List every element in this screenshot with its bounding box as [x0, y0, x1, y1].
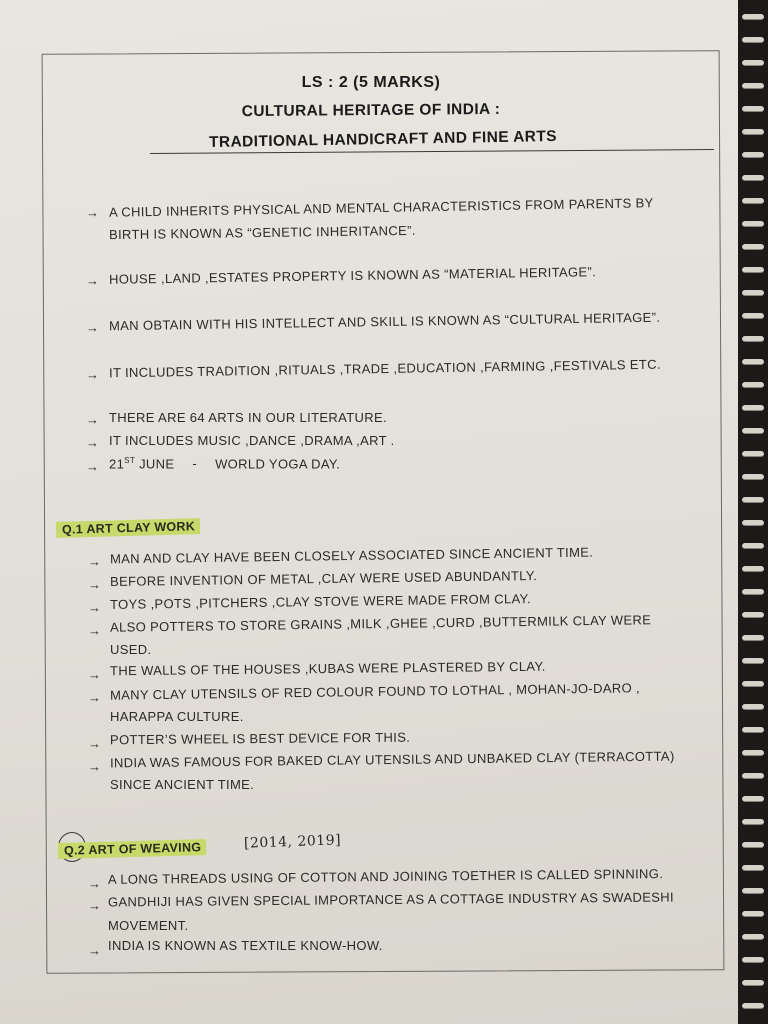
spiral-coil — [742, 957, 764, 963]
q1-line: MANY CLAY UTENSILS OF RED COLOUR FOUND TO LOTHAL , MOHAN-JO-DARO , — [109, 680, 641, 703]
q1-line: TOYS ,POTS ,PITCHERS ,CLAY STOVE WERE MADE FROM CLAY. — [109, 591, 532, 612]
bullet-arrow: → — [86, 459, 99, 474]
spiral-coil — [742, 589, 764, 595]
bullet-arrow: → — [86, 367, 99, 382]
spiral-coil — [742, 313, 764, 319]
spiral-coil — [742, 750, 764, 756]
spiral-coil — [742, 842, 764, 848]
spiral-coil — [742, 980, 764, 986]
spiral-coil — [742, 267, 764, 273]
q1-line: MAN AND CLAY HAVE BEEN CLOSELY ASSOCIATED SINCE ANCIENT TIME. — [109, 544, 594, 567]
spiral-coil — [742, 405, 764, 411]
spiral-coil — [742, 566, 764, 572]
intro-line: IT INCLUDES TRADITION ,RITUALS ,TRADE ,EDUCATION ,FARMING ,FESTIVALS ETC. — [108, 356, 661, 381]
spiral-coil — [742, 865, 764, 871]
spiral-coil — [742, 451, 764, 457]
yoga-day-event: WORLD YOGA DAY. — [215, 456, 341, 472]
spiral-coil — [742, 382, 764, 388]
spiral-coil — [742, 244, 764, 250]
intro-line: MAN OBTAIN WITH HIS INTELLECT AND SKILL IS KNOWN AS “CULTURAL HERITAGE”. — [108, 309, 661, 334]
spiral-coil — [742, 290, 764, 296]
q1-line: ALSO POTTERS TO STORE GRAINS ,MILK ,GHEE ,CURD ,BUTTERMILK CLAY WERE — [109, 612, 652, 635]
spiral-coil — [742, 359, 764, 365]
q1-line: POTTER’S WHEEL IS BEST DEVICE FOR THIS. — [109, 729, 411, 748]
spiral-coil — [742, 221, 764, 227]
spiral-coil — [742, 911, 764, 917]
bullet-arrow: → — [88, 690, 101, 705]
spiral-coil — [742, 681, 764, 687]
page-border — [42, 50, 725, 974]
spiral-coil — [742, 543, 764, 549]
spiral-coil — [742, 888, 764, 894]
q2-line: GANDHIJI HAS GIVEN SPECIAL IMPORTANCE AS A COTTAGE INDUSTRY AS SWADESHI — [107, 889, 674, 910]
yoga-day-suffix: ST — [124, 456, 136, 465]
spiral-coil — [742, 704, 764, 710]
bullet-arrow: → — [88, 943, 101, 958]
q1-line: THE WALLS OF THE HOUSES ,KUBAS WERE PLASTERED BY CLAY. — [109, 658, 546, 679]
spiral-coil — [742, 474, 764, 480]
q2-line: INDIA IS KNOWN AS TEXTILE KNOW-HOW. — [108, 938, 383, 953]
spiral-binding — [738, 0, 768, 1024]
q2-line: A LONG THREADS USING OF COTTON AND JOINING TOETHER IS CALLED SPINNING. — [107, 866, 664, 887]
yoga-day-month: JUNE — [139, 456, 175, 472]
q1-line: SINCE ANCIENT TIME. — [110, 777, 255, 792]
intro-line: BIRTH IS KNOWN AS “GENETIC INHERITANCE”. — [108, 222, 416, 243]
bullet-arrow: → — [88, 554, 101, 569]
spiral-coil — [742, 612, 764, 618]
spiral-coil — [742, 106, 764, 112]
spiral-coil — [742, 727, 764, 733]
spiral-coil — [742, 336, 764, 342]
spiral-coil — [742, 520, 764, 526]
yoga-day-line — [109, 456, 340, 471]
spiral-coil — [742, 14, 764, 20]
bullet-arrow: → — [88, 876, 101, 891]
spiral-coil — [742, 198, 764, 204]
yoga-day-separator: - — [192, 456, 198, 472]
spiral-coil — [742, 934, 764, 940]
bullet-arrow: → — [88, 898, 101, 913]
chapter-subtitle: TRADITIONAL HANDICRAFT AND FINE ARTS — [208, 127, 558, 152]
q1-line: BEFORE INVENTION OF METAL ,CLAY WERE USED ABUNDANTLY. — [109, 568, 538, 589]
spiral-coil — [742, 1003, 764, 1009]
spiral-coil — [742, 658, 764, 664]
q2-heading: Q.2 ART OF WEAVING — [58, 839, 207, 859]
bullet-arrow: → — [86, 412, 99, 427]
spiral-coil — [742, 83, 764, 89]
q2-exam-years: [2014, 2019] — [243, 832, 342, 852]
q1-line: INDIA WAS FAMOUS FOR BAKED CLAY UTENSILS AND UNBAKED CLAY (TERRACOTTA) — [109, 748, 675, 771]
yoga-day-number: 21 — [109, 456, 125, 472]
spiral-coil — [742, 635, 764, 641]
bullet-arrow: → — [86, 320, 99, 335]
chapter-title: CULTURAL HERITAGE OF INDIA : — [241, 100, 501, 121]
spiral-coil — [742, 175, 764, 181]
spiral-coil — [742, 129, 764, 135]
bullet-arrow: → — [88, 623, 101, 638]
spiral-coil — [742, 152, 764, 158]
spiral-coil — [742, 773, 764, 779]
q1-heading: Q.1 ART CLAY WORK — [56, 518, 200, 538]
intro-line: IT INCLUDES MUSIC ,DANCE ,DRAMA ,ART . — [109, 433, 395, 448]
intro-line: THERE ARE 64 ARTS IN OUR LITERATURE. — [109, 410, 387, 425]
bullet-arrow: → — [86, 435, 99, 450]
q1-line: HARAPPA CULTURE. — [110, 709, 244, 724]
bullet-arrow: → — [88, 577, 101, 592]
intro-line: HOUSE ,LAND ,ESTATES PROPERTY IS KNOWN AS “MATERIAL HERITAGE”. — [108, 264, 597, 287]
lesson-number: LS : 2 (5 MARKS) — [301, 74, 441, 91]
q1-line: USED. — [110, 642, 152, 657]
spiral-coil — [742, 60, 764, 66]
bullet-arrow: → — [88, 736, 101, 751]
spiral-coil — [742, 819, 764, 825]
spiral-coil — [742, 37, 764, 43]
spiral-coil — [742, 796, 764, 802]
bullet-arrow: → — [86, 273, 99, 288]
spiral-coil — [742, 497, 764, 503]
bullet-arrow: → — [86, 205, 99, 220]
q2-line: MOVEMENT. — [108, 918, 189, 933]
bullet-arrow: → — [88, 667, 101, 682]
intro-line: A CHILD INHERITS PHYSICAL AND MENTAL CHARACTERISTICS FROM PARENTS BY — [108, 195, 654, 220]
bullet-arrow: → — [88, 600, 101, 615]
bullet-arrow: → — [88, 759, 101, 774]
spiral-coil — [742, 428, 764, 434]
